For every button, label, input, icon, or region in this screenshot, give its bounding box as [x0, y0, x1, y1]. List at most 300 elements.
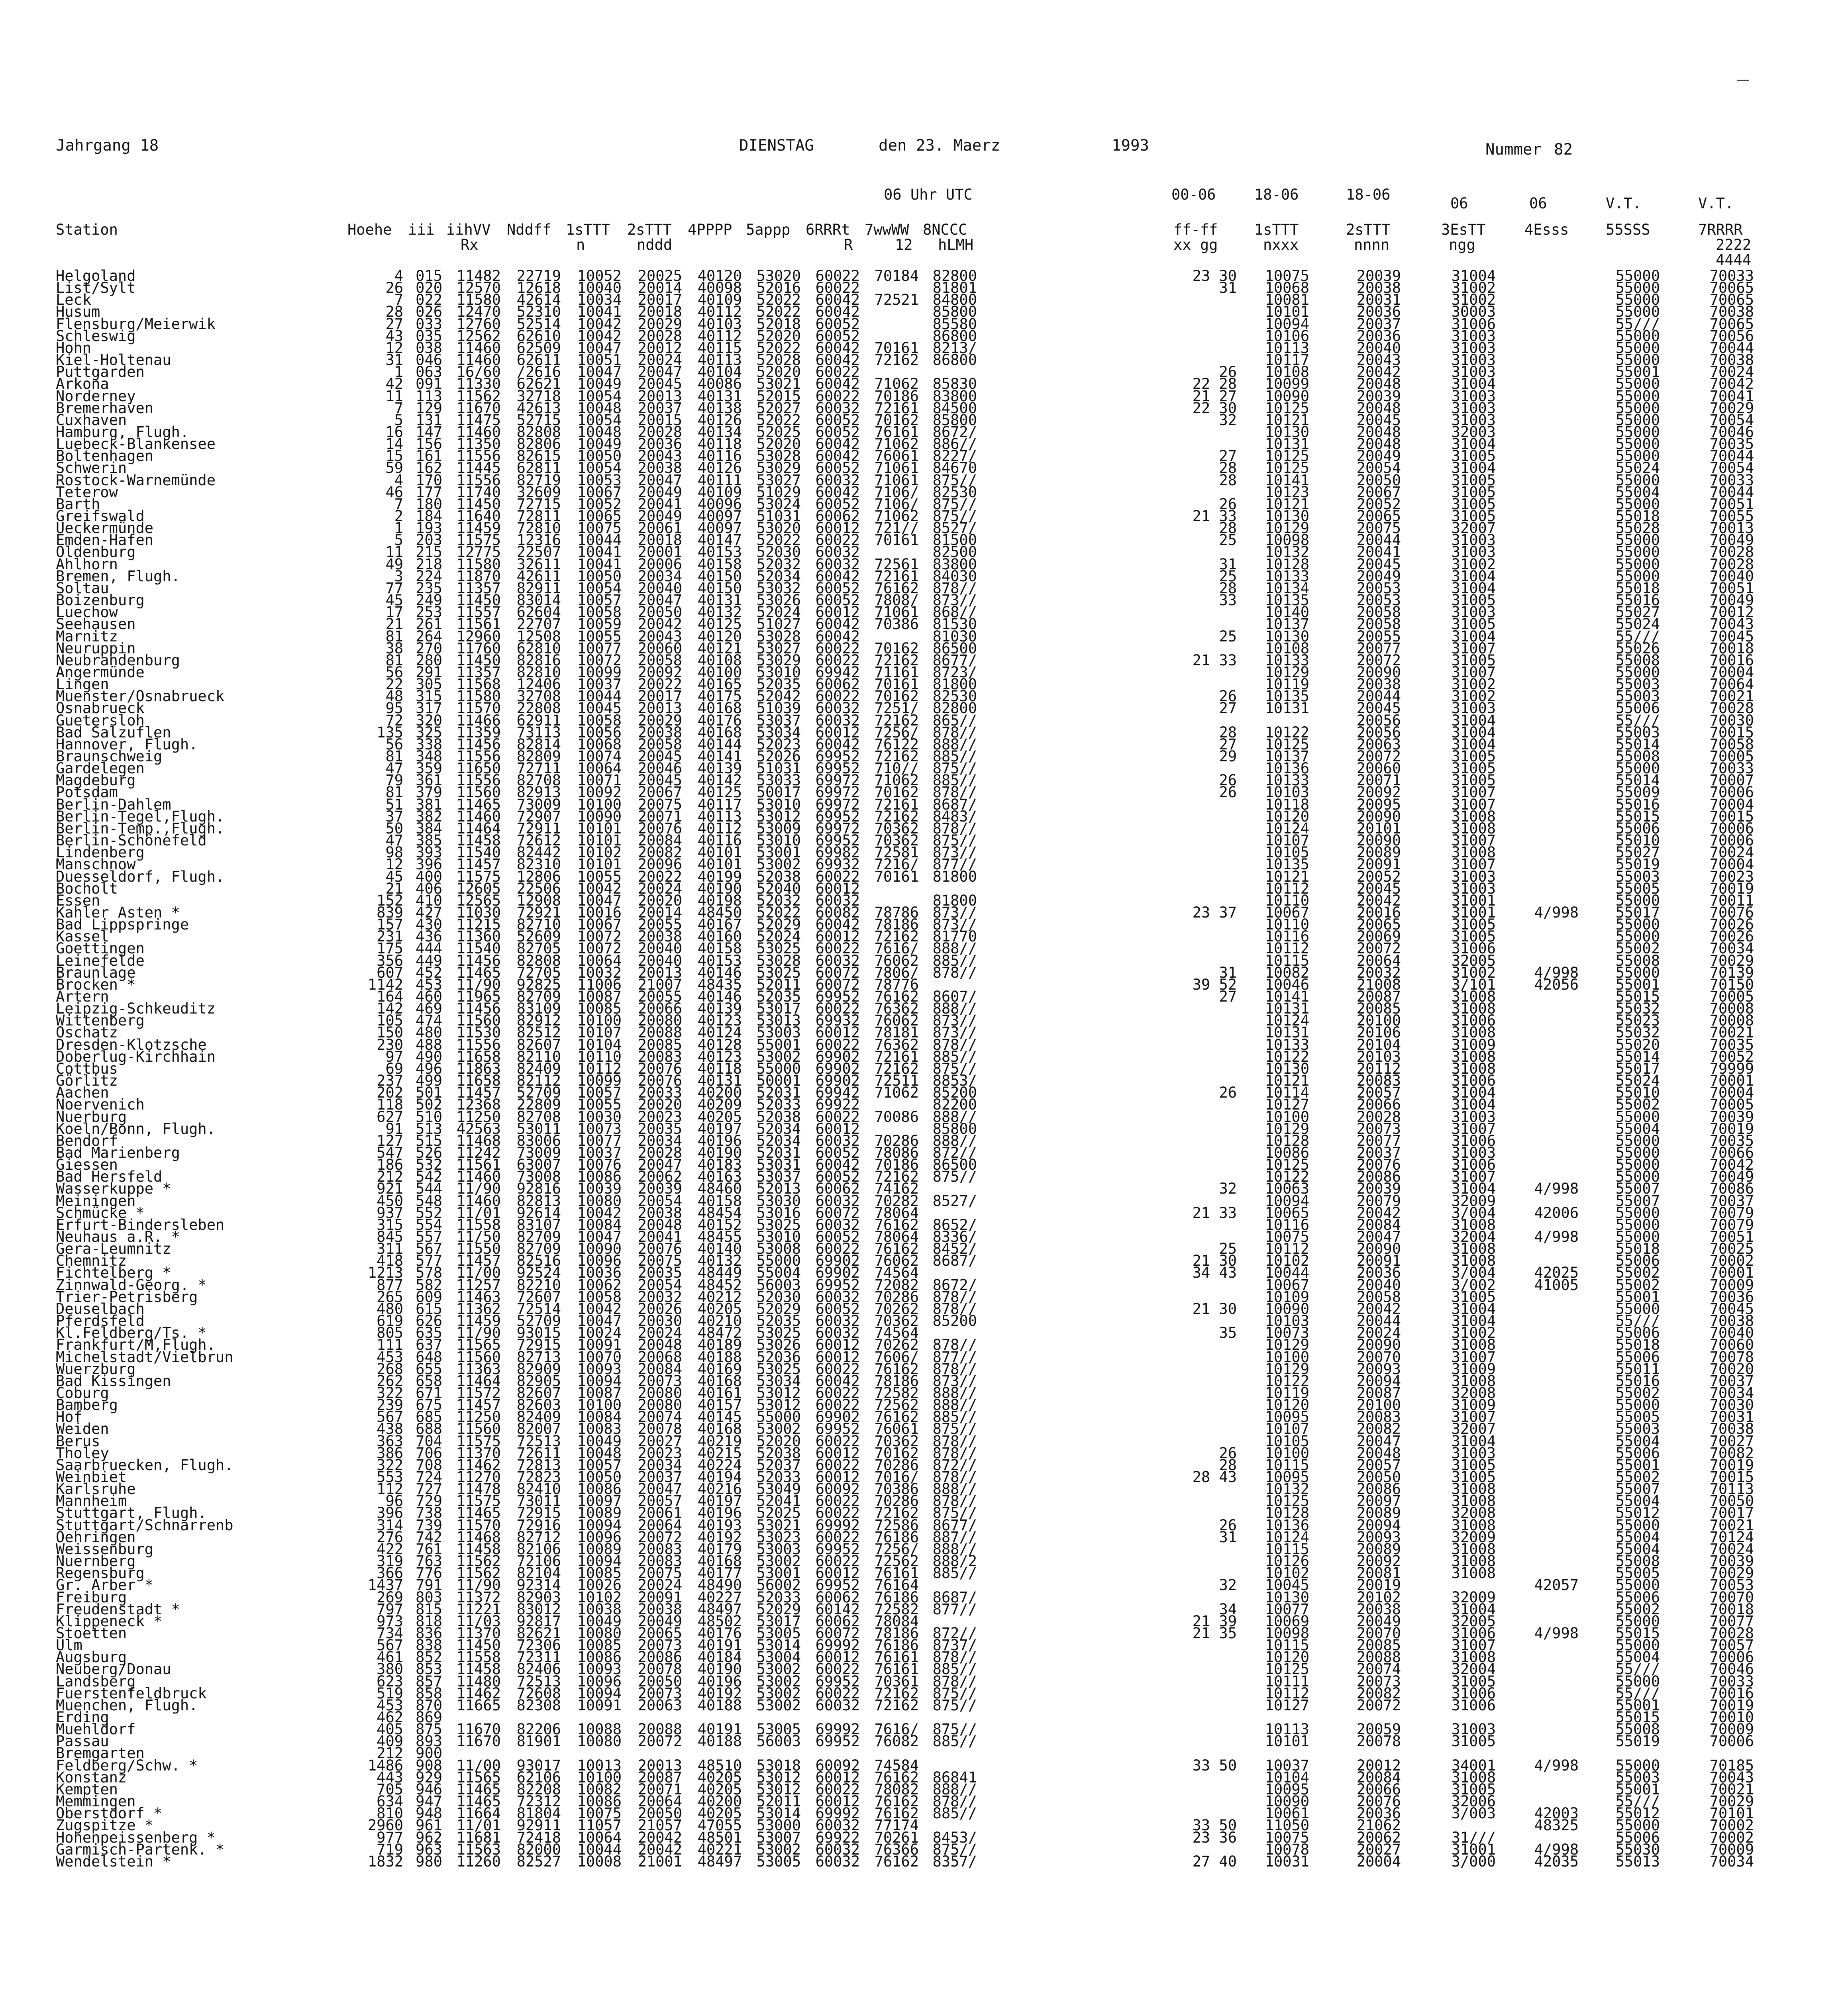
- cell-6rrrt: 60012: [815, 604, 860, 621]
- cell-2sttt: 20060: [638, 639, 682, 657]
- table-row: [0, 639, 1848, 657]
- cell-6rrrt: 60062: [815, 508, 860, 525]
- cell-1sttt-b: 10133: [1265, 1036, 1309, 1053]
- cell-7rrrr: 70002: [1709, 1817, 1754, 1834]
- cell-1sttt: 10092: [577, 784, 622, 801]
- cell-1sttt: 10026: [577, 1576, 622, 1594]
- cell-hoehe: 77: [385, 579, 403, 597]
- cell-6rrrt: 60052: [815, 579, 860, 597]
- table-row: [0, 1156, 1848, 1174]
- cell-5appp: 53010: [756, 1228, 801, 1245]
- cell-7rrrr: 70027: [1709, 1432, 1754, 1450]
- cell-hoehe: 2: [394, 508, 403, 525]
- cell-hoehe: 319: [377, 1553, 403, 1570]
- cell-3estt: 31007: [1451, 1168, 1496, 1186]
- cell-2sttt-b: 20055: [1356, 627, 1401, 645]
- cell-nddff: 82210: [516, 1276, 561, 1294]
- cell-1sttt-b: 10082: [1265, 964, 1309, 981]
- cell-7wwww: 710//: [874, 760, 919, 777]
- cell-4pppp: 40176: [697, 1624, 742, 1642]
- cell-6rrrt: 60012: [815, 1336, 860, 1354]
- cell-hoehe: 269: [377, 1588, 403, 1606]
- cell-6rrrt: 60032: [815, 1324, 860, 1342]
- cell-7wwww: 72162: [874, 748, 919, 765]
- cell-iihvv: 11466: [456, 712, 501, 729]
- table-row: [0, 1012, 1848, 1029]
- cell-3estt: 3/000: [1451, 1853, 1496, 1870]
- cell-1sttt: 10093: [577, 1360, 622, 1378]
- cell-7wwww: 71061: [874, 459, 919, 477]
- col-2sttt: 2sTTT: [627, 221, 672, 238]
- cell-hoehe: 380: [377, 1661, 403, 1678]
- cell-6rrrt: 60052: [815, 592, 860, 609]
- cell-iihvv: 11458: [456, 1661, 501, 1678]
- table-row: [0, 411, 1848, 429]
- cell-ff-ff: 22 30: [1192, 399, 1237, 417]
- cell-7wwww: 78186: [874, 1624, 919, 1642]
- cell-7wwww: 76062: [874, 1252, 919, 1270]
- cell-1sttt-b: 10121: [1265, 411, 1309, 429]
- cell-6rrrt: 60012: [815, 880, 860, 897]
- cell-7wwww: 7216/: [874, 856, 919, 873]
- cell-55sss: 55001: [1615, 363, 1660, 381]
- cell-iihvv: 11580: [456, 555, 501, 573]
- cell-1sttt-b: 10090: [1265, 1793, 1309, 1810]
- cell-iii: 091: [416, 375, 442, 393]
- cell-7wwww: 76162: [874, 988, 919, 1005]
- cell-station-name: Flensburg/Meierwik: [56, 315, 216, 333]
- cell-1sttt: 10040: [577, 279, 622, 297]
- cell-3estt: 32009: [1451, 1192, 1496, 1210]
- cell-station-name: Wittenberg: [56, 1012, 145, 1029]
- cell-6rrrt: 69992: [815, 1805, 860, 1822]
- cell-5appp: 53008: [756, 1240, 801, 1258]
- cell-hoehe: 276: [377, 1528, 403, 1546]
- cell-1sttt-b: 10128: [1265, 1132, 1309, 1149]
- cell-3estt: 31006: [1451, 1012, 1496, 1029]
- cell-3estt: 32008: [1451, 1504, 1496, 1522]
- cell-55sss: 55000: [1615, 447, 1660, 465]
- cell-4pppp: 40192: [697, 1528, 742, 1546]
- cell-5appp: 53002: [756, 1661, 801, 1678]
- cell-7rrrr: 70038: [1709, 351, 1754, 369]
- cell-2sttt: 20049: [638, 483, 682, 501]
- cell-8nccc: 885//: [932, 1048, 977, 1065]
- cell-2sttt-b: 20071: [1356, 772, 1401, 789]
- cell-55sss: 55011: [1615, 1360, 1660, 1378]
- cell-7rrrr: 70008: [1709, 1000, 1754, 1018]
- cell-1sttt: 10041: [577, 303, 622, 321]
- cell-6rrrt: 60022: [815, 1000, 860, 1018]
- cell-hoehe: 973: [377, 1612, 403, 1630]
- cell-station-name: Bad Marienberg: [56, 1144, 180, 1161]
- cell-3estt: 31008: [1451, 844, 1496, 861]
- cell-5appp: 52036: [756, 1348, 801, 1366]
- cell-1sttt: 10070: [577, 1348, 622, 1366]
- cell-55sss: 55000: [1615, 1132, 1660, 1149]
- cell-7rrrr: 70124: [1709, 1528, 1754, 1546]
- cell-4pppp: 40109: [697, 291, 742, 309]
- cell-1sttt: 10080: [577, 1192, 622, 1210]
- cell-nddff: 82911: [516, 579, 561, 597]
- cell-7rrrr: 70028: [1709, 555, 1754, 573]
- cell-iii: 685: [416, 1408, 442, 1426]
- cell-station-name: Erding: [56, 1709, 109, 1726]
- cell-55sss: 55017: [1615, 1060, 1660, 1077]
- cell-hoehe: 422: [377, 1540, 403, 1558]
- cell-7rrrr: 70005: [1709, 988, 1754, 1005]
- cell-hoehe: 553: [377, 1469, 403, 1486]
- cell-station-name: Noervenich: [56, 1096, 145, 1114]
- cell-7rrrr: 70051: [1709, 495, 1754, 513]
- cell-2sttt: 21007: [638, 976, 682, 993]
- cell-4pppp: 40131: [697, 592, 742, 609]
- cell-5appp: 55000: [756, 1252, 801, 1270]
- cell-5appp: 52042: [756, 688, 801, 705]
- cell-7wwww: 7806/: [874, 964, 919, 981]
- table-row: [0, 1360, 1848, 1378]
- cell-4pppp: 40188: [697, 1733, 742, 1750]
- cell-iihvv: 12470: [456, 303, 501, 321]
- cell-2sttt: 20013: [638, 700, 682, 717]
- cell-hoehe: 16: [385, 423, 403, 441]
- cell-iii: 147: [416, 423, 442, 441]
- cell-iihvv: 11350: [456, 435, 501, 453]
- cell-8nccc: 82800: [932, 267, 977, 284]
- cell-8nccc: 82530: [932, 483, 977, 501]
- cell-7wwww: 76162: [874, 1240, 919, 1258]
- cell-5appp: 53012: [756, 1768, 801, 1786]
- cell-6rrrt: 60022: [815, 1684, 860, 1702]
- cell-iii: 249: [416, 592, 442, 609]
- cell-1sttt-b: 10141: [1265, 471, 1309, 489]
- cell-2sttt-b: 20056: [1356, 712, 1401, 729]
- cell-1sttt: 10102: [577, 1588, 622, 1606]
- cell-5appp: 52035: [756, 676, 801, 693]
- cell-2sttt-b: 20037: [1356, 1144, 1401, 1161]
- cell-7wwww: 76082: [874, 1733, 919, 1750]
- table-row: [0, 1504, 1848, 1522]
- cell-nddff: 22506: [516, 880, 561, 897]
- cell-2sttt: 20073: [638, 1372, 682, 1390]
- cell-1sttt: 10085: [577, 1565, 622, 1582]
- cell-iii: 038: [416, 339, 442, 357]
- cell-1sttt: 10064: [577, 760, 622, 777]
- cell-6rrrt: 60012: [815, 723, 860, 741]
- cell-1sttt: 10057: [577, 1456, 622, 1474]
- cell-3estt: 31004: [1451, 723, 1496, 741]
- cell-5appp: 53026: [756, 1336, 801, 1354]
- cell-iii: 626: [416, 1312, 442, 1330]
- cell-55sss: 55000: [1615, 411, 1660, 429]
- cell-nddff: 72607: [516, 1288, 561, 1306]
- cell-3estt: 31007: [1451, 856, 1496, 873]
- cell-nddff: 22507: [516, 543, 561, 561]
- cell-nddff: 93017: [516, 1757, 561, 1774]
- cell-2sttt-b: 20075: [1356, 520, 1401, 537]
- cell-nddff: 82709: [516, 1228, 561, 1245]
- cell-2sttt-b: 20092: [1356, 1553, 1401, 1570]
- col-7wwww: 7wwWW: [865, 221, 909, 238]
- cell-7wwww: 70162: [874, 1444, 919, 1462]
- cell-6rrrt: 69922: [815, 1829, 860, 1846]
- cell-8nccc: 81801: [932, 279, 977, 297]
- cell-iii: 490: [416, 1048, 442, 1065]
- cell-2sttt-b: 20090: [1356, 832, 1401, 849]
- cell-iihvv: 12562: [456, 327, 501, 345]
- table-row: [0, 267, 1848, 284]
- cell-8nccc: 875//: [932, 495, 977, 513]
- col-sub-2222: 2222: [1716, 236, 1752, 253]
- cell-5appp: 53037: [756, 1168, 801, 1186]
- cell-hoehe: 519: [377, 1684, 403, 1702]
- cell-1sttt: 10059: [577, 616, 622, 633]
- cell-station-name: Hohn: [56, 339, 92, 357]
- col-55sss: 55SSS: [1606, 221, 1650, 238]
- cell-6rrrt: 60012: [815, 520, 860, 537]
- cell-1sttt-b: 10107: [1265, 1420, 1309, 1438]
- cell-2sttt: 20068: [638, 1348, 682, 1366]
- cell-6rrrt: 60052: [815, 315, 860, 333]
- cell-2sttt: 20083: [638, 1540, 682, 1558]
- table-row: [0, 760, 1848, 777]
- cell-3estt: 31006: [1451, 315, 1496, 333]
- table-row: [0, 1300, 1848, 1318]
- cell-6rrrt: 60042: [815, 735, 860, 753]
- cell-55sss: 55006: [1615, 700, 1660, 717]
- cell-2sttt-b: 21008: [1356, 976, 1401, 993]
- cell-1sttt-b: 10117: [1265, 351, 1309, 369]
- cell-3estt: 31004: [1451, 1096, 1496, 1114]
- cell-iii: 704: [416, 1432, 442, 1450]
- cell-iii: 578: [416, 1264, 442, 1282]
- cell-7rrrr: 70035: [1709, 435, 1754, 453]
- cell-5appp: 53034: [756, 723, 801, 741]
- cell-2sttt: 20045: [638, 772, 682, 789]
- cell-iihvv: 11540: [456, 844, 501, 861]
- table-row: [0, 651, 1848, 669]
- cell-nddff: 82110: [516, 1048, 561, 1065]
- cell-2sttt-b: 20045: [1356, 880, 1401, 897]
- cell-nddff: 82206: [516, 1721, 561, 1738]
- cell-iii: 729: [416, 1492, 442, 1510]
- cell-7wwww: 70162: [874, 688, 919, 705]
- cell-8nccc: 8687/: [932, 796, 977, 813]
- cell-iii: 655: [416, 1360, 442, 1378]
- cell-55sss: 55000: [1615, 543, 1660, 561]
- cell-55sss: 55000: [1615, 267, 1660, 284]
- table-row: [0, 387, 1848, 405]
- cell-iihvv: 11363: [456, 1360, 501, 1378]
- cell-2sttt-b: 20048: [1356, 399, 1401, 417]
- cell-2sttt-b: 20040: [1356, 339, 1401, 357]
- cell-6rrrt: 60042: [815, 447, 860, 465]
- cell-1sttt: 10054: [577, 579, 622, 597]
- cell-8nccc: 878//: [932, 1336, 977, 1354]
- cell-1sttt-b: 10130: [1265, 1060, 1309, 1077]
- cell-station-name: List/Sylt: [56, 279, 136, 297]
- cell-iihvv: 11558: [456, 1216, 501, 1233]
- cell-2sttt-b: 20076: [1356, 1793, 1401, 1810]
- cell-8nccc: 85200: [932, 1084, 977, 1102]
- cell-iihvv: 11457: [456, 856, 501, 873]
- cell-7rrrr: 70054: [1709, 459, 1754, 477]
- cell-1sttt-b: 10136: [1265, 760, 1309, 777]
- cell-2sttt: 20073: [638, 1684, 682, 1702]
- cell-1sttt-b: 10124: [1265, 1528, 1309, 1546]
- cell-8nccc: 885//: [932, 1565, 977, 1582]
- cell-station-name: Kl.Feldberg/Ts. *: [56, 1324, 207, 1342]
- cell-4pppp: 40227: [697, 1588, 742, 1606]
- cell-6rrrt: 69942: [815, 663, 860, 681]
- cell-station-name: Doberlug-Kirchhain: [56, 1048, 216, 1065]
- cell-2sttt: 20080: [638, 1384, 682, 1402]
- cell-iihvv: 11450: [456, 1637, 501, 1654]
- cell-2sttt: 20087: [638, 1768, 682, 1786]
- cell-4pppp: 40196: [697, 1132, 742, 1149]
- cell-7rrrr: 70101: [1709, 1805, 1754, 1822]
- cell-3estt: 31007: [1451, 1637, 1496, 1654]
- cell-1sttt: 10082: [577, 1780, 622, 1798]
- cell-55sss: 55000: [1615, 928, 1660, 945]
- col-sub-12: 12: [895, 236, 913, 253]
- cell-4pppp: 48490: [697, 1576, 742, 1594]
- cell-hoehe: 175: [377, 940, 403, 957]
- cell-1sttt-b: 10045: [1265, 1576, 1309, 1594]
- cell-2sttt-b: 20102: [1356, 1588, 1401, 1606]
- cell-1sttt: 10088: [577, 1721, 622, 1738]
- cell-station-name: Leinefelde: [56, 952, 145, 969]
- cell-6rrrt: 60012: [815, 1793, 860, 1810]
- cell-7rrrr: 70040: [1709, 567, 1754, 585]
- cell-7rrrr: 70004: [1709, 663, 1754, 681]
- table-row: [0, 1672, 1848, 1690]
- cell-4pppp: 40126: [697, 459, 742, 477]
- cell-6rrrt: 60012: [815, 1348, 860, 1366]
- cell-5appp: 53028: [756, 447, 801, 465]
- cell-2sttt: 20072: [638, 1733, 682, 1750]
- cell-2sttt: 20084: [638, 832, 682, 849]
- cell-4pppp: 40193: [697, 1516, 742, 1534]
- cell-2sttt-b: 20038: [1356, 1600, 1401, 1618]
- cell-3estt: 31008: [1451, 1240, 1496, 1258]
- cell-nddff: 73008: [516, 1168, 561, 1186]
- cell-5appp: 53028: [756, 952, 801, 969]
- cell-7wwww: 72162: [874, 1504, 919, 1522]
- cell-2sttt: 20080: [638, 1396, 682, 1414]
- cell-iii: 815: [416, 1600, 442, 1618]
- cell-8nccc: 888//: [932, 1780, 977, 1798]
- cell-hoehe: 315: [377, 1216, 403, 1233]
- table-row: [0, 279, 1848, 297]
- cell-7wwww: 7616/: [874, 1721, 919, 1738]
- table-row: [0, 423, 1848, 441]
- cell-4pppp: 40103: [697, 315, 742, 333]
- cell-iihvv: 11457: [456, 1252, 501, 1270]
- cell-55sss: 55000: [1615, 435, 1660, 453]
- cell-2sttt-b: 20045: [1356, 555, 1401, 573]
- cell-4pppp: 40113: [697, 808, 742, 825]
- cell-1sttt-b: 10120: [1265, 1649, 1309, 1666]
- cell-2sttt-b: 20082: [1356, 1420, 1401, 1438]
- col-group-vt2: V.T.: [1698, 195, 1734, 212]
- cell-2sttt: 20067: [638, 784, 682, 801]
- cell-6rrrt: 60022: [815, 1780, 860, 1798]
- cell-hoehe: 1832: [367, 1853, 403, 1870]
- cell-55sss: 55027: [1615, 844, 1660, 861]
- cell-7rrrr: 70028: [1709, 1624, 1754, 1642]
- cell-3estt: 31008: [1451, 1540, 1496, 1558]
- cell-1sttt-b: 10116: [1265, 928, 1309, 945]
- col-4esss: 4Esss: [1524, 221, 1569, 238]
- cell-5appp: 53014: [756, 1637, 801, 1654]
- cell-iihvv: 11465: [456, 1504, 501, 1522]
- cell-hoehe: 81: [385, 651, 403, 669]
- cell-2sttt-b: 20019: [1356, 1576, 1401, 1594]
- cell-iii: 320: [416, 712, 442, 729]
- cell-2sttt: 20017: [638, 688, 682, 705]
- cell-5appp: 53028: [756, 627, 801, 645]
- cell-3estt: 31008: [1451, 1252, 1496, 1270]
- cell-station-name: Kahler Asten *: [56, 904, 180, 921]
- cell-1sttt: 10042: [577, 327, 622, 345]
- cell-1sttt-b: 10130: [1265, 627, 1309, 645]
- cell-7wwww: 76186: [874, 1588, 919, 1606]
- cell-1sttt: 10055: [577, 1096, 622, 1114]
- cell-hoehe: 157: [377, 916, 403, 933]
- cell-6rrrt: 60022: [815, 1528, 860, 1546]
- cell-iii: 671: [416, 1384, 442, 1402]
- col-sub-4444: 4444: [1716, 251, 1752, 269]
- cell-1sttt-b: 10135: [1265, 592, 1309, 609]
- cell-7rrrr: 70031: [1709, 1408, 1754, 1426]
- cell-6rrrt: 60022: [815, 639, 860, 657]
- cell-8nccc: 878//: [932, 1432, 977, 1450]
- cell-hoehe: 839: [377, 904, 403, 921]
- cell-7wwww: 70161: [874, 676, 919, 693]
- cell-5appp: 52022: [756, 531, 801, 549]
- cell-nddff: 72813: [516, 1456, 561, 1474]
- cell-3estt: 31004: [1451, 267, 1496, 284]
- cell-nddff: 83014: [516, 592, 561, 609]
- cell-55sss: 55004: [1615, 483, 1660, 501]
- cell-2sttt: 20043: [638, 447, 682, 465]
- cell-7wwww: 7616/: [874, 940, 919, 957]
- cell-station-name: Oschatz: [56, 1024, 118, 1041]
- cell-5appp: 52011: [756, 976, 801, 993]
- cell-ff-ff: 27: [1219, 447, 1237, 465]
- cell-nddff: 72311: [516, 1649, 561, 1666]
- cell-55sss: 55000: [1615, 303, 1660, 321]
- cell-7wwww: 72161: [874, 399, 919, 417]
- cell-ff-ff: 26: [1219, 1444, 1237, 1462]
- cell-7wwww: 72521: [874, 291, 919, 309]
- cell-2sttt: 20020: [638, 892, 682, 909]
- cell-55sss: 55001: [1615, 1456, 1660, 1474]
- cell-nddff: 32611: [516, 555, 561, 573]
- cell-8nccc: 888//: [932, 1132, 977, 1149]
- cell-4pppp: 40158: [697, 1192, 742, 1210]
- cell-7wwww: 71062: [874, 508, 919, 525]
- cell-2sttt-b: 20090: [1356, 1336, 1401, 1354]
- cell-2sttt-b: 20094: [1356, 1516, 1401, 1534]
- cell-7rrrr: 70002: [1709, 1829, 1754, 1846]
- cell-8nccc: 84030: [932, 567, 977, 585]
- cell-1sttt-b: 10100: [1265, 1108, 1309, 1125]
- cell-iii: 177: [416, 483, 442, 501]
- cell-iii: 554: [416, 1216, 442, 1233]
- cell-7rrrr: 70017: [1709, 1504, 1754, 1522]
